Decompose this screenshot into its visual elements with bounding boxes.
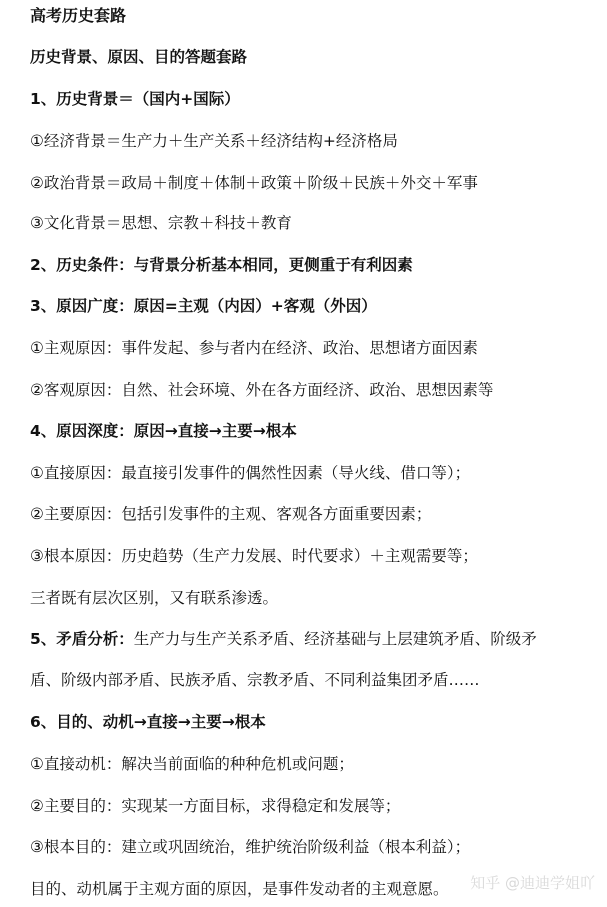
section-6-heading: 6、目的、动机→直接→主要→根本	[30, 713, 266, 731]
section-2-heading: 2、历史条件：与背景分析基本相同，更侧重于有利因素	[30, 256, 413, 274]
section-5-line-2: 盾、阶级内部矛盾、民族矛盾、宗教矛盾、不同利益集团矛盾……	[30, 671, 480, 689]
subjective-cause: ①主观原因：事件发起、参与者内在经济、政治、思想诸方面因素	[30, 339, 478, 357]
section-4-heading: 4、原因深度：原因→直接→主要→根本	[30, 422, 297, 440]
root-purpose: ③根本目的：建立或巩固统治，维护统治阶级利益（根本利益）；	[30, 838, 471, 856]
section-1-heading: 1、历史背景＝（国内+国际）	[30, 90, 240, 108]
section-5-text-1: 生产力与生产关系矛盾、经济基础与上层建筑矛盾、阶级矛	[133, 630, 537, 648]
section-5-label: 5、矛盾分析：	[30, 630, 134, 648]
direct-cause: ①直接原因：最直接引发事件的偶然性因素（导火线、借口等）；	[30, 464, 471, 482]
purpose-note: 目的、动机属于主观方面的原因，是事件发动者的主观意愿。	[30, 880, 449, 898]
objective-cause: ②客观原因：自然、社会环境、外在各方面经济、政治、思想因素等	[30, 381, 494, 399]
section-3-heading: 3、原因广度：原因=主观（内因）+客观（外因）	[30, 297, 377, 315]
cultural-background: ③文化背景＝思想、宗教＋科技＋教育	[30, 214, 292, 232]
direct-motive: ①直接动机：解决当前面临的种种危机或问题；	[30, 755, 354, 773]
main-purpose: ②主要目的：实现某一方面目标，求得稳定和发展等；	[30, 797, 401, 815]
watermark: 知乎 @迪迪学姐吖	[470, 874, 595, 892]
root-cause: ③根本原因：历史趋势（生产力发展、时代要求）＋主观需要等；	[30, 547, 478, 565]
section-5-line-1	[30, 627, 590, 651]
political-background: ②政治背景＝政局＋制度＋体制＋政策＋阶级＋民族＋外交＋军事	[30, 174, 478, 192]
economic-background: ①经济背景＝生产力＋生产关系＋经济结构+经济格局	[30, 132, 398, 150]
document-subtitle: 历史背景、原因、目的答题套路	[30, 48, 248, 66]
main-cause: ②主要原因：包括引发事件的主观、客观各方面重要因素；	[30, 505, 432, 523]
document-title: 高考历史套路	[30, 6, 127, 25]
three-causes-note: 三者既有层次区别，又有联系渗透。	[30, 589, 279, 607]
